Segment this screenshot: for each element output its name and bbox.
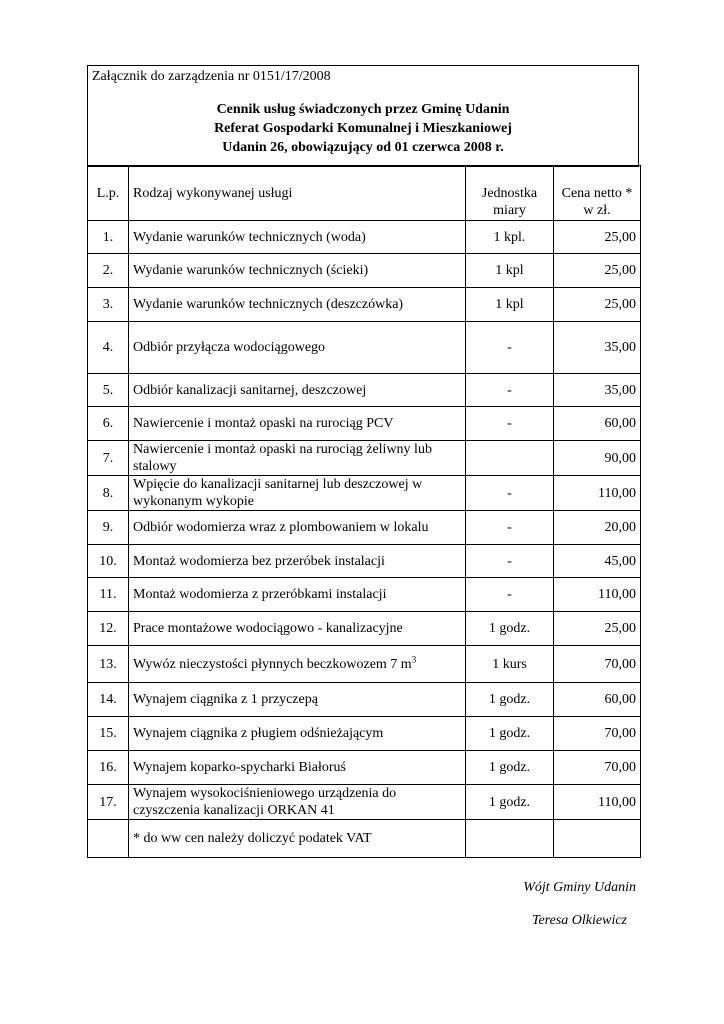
row-unit: 1 godz. [466,751,554,785]
table-row [88,254,641,288]
table-row [88,221,641,254]
column-header-lp: L.p. [88,166,129,221]
row-lp: 11. [88,578,129,612]
row-unit: 1 kpl [466,288,554,322]
document-title [88,100,638,157]
row-price: 35,00 [554,322,641,374]
superscript-cubic: 3 [411,653,417,664]
column-header-unit [466,166,554,221]
row-service: Wynajem koparko-spycharki Białoruś [129,751,466,785]
row-unit: - [466,511,554,545]
row-lp: 6. [88,407,129,441]
row-service [129,646,466,683]
unit-header-line-2: miary [493,203,526,218]
row-unit [466,441,554,476]
price-header-line-2: w zł. [583,203,611,218]
row-lp: 12. [88,612,129,646]
row-service: Wydanie warunków technicznych (deszczówka) [129,288,466,322]
table-row [88,717,641,751]
title-line-3: Udanin 26, obowiązujący od 01 czerwca 2008 r. [222,140,504,155]
price-table [87,165,641,858]
row-unit: - [466,476,554,511]
row-lp: 10. [88,545,129,578]
row-lp: 14. [88,683,129,717]
table-row [88,511,641,545]
row-service: Odbiór przyłącza wodociągowego [129,322,466,374]
row-unit: 1 godz. [466,717,554,751]
row-lp: 8. [88,476,129,511]
row-unit: - [466,374,554,407]
row-lp: 9. [88,511,129,545]
row-lp: 15. [88,717,129,751]
title-line-2: Referat Gospodarki Komunalnej i Mieszkaniowej [214,121,512,136]
row-price: 60,00 [554,683,641,717]
row-unit: - [466,545,554,578]
row-service: Wpięcie do kanalizacji sanitarnej lub deszczowej w wykonanym wykopie [129,476,466,511]
row-lp: 4. [88,322,129,374]
row-price: 25,00 [554,612,641,646]
row-price: 110,00 [554,785,641,820]
signature-title: Wójt Gminy Udanin [523,880,636,895]
row-service: Montaż wodomierza z przeróbkami instalacji [129,578,466,612]
row-lp: 5. [88,374,129,407]
unit-header-line-1: Jednostka [481,186,538,201]
footnote-lp-cell [88,820,129,858]
row-service: Nawiercenie i montaż opaski na rurociąg PCV [129,407,466,441]
table-row [88,578,641,612]
row-unit: - [466,322,554,374]
table-row [88,288,641,322]
table-row [88,545,641,578]
signature-name: Teresa Olkiewicz [531,913,627,928]
row-unit: 1 godz. [466,612,554,646]
row-price: 70,00 [554,751,641,785]
row-price: 70,00 [554,717,641,751]
row-lp: 13. [88,646,129,683]
title-line-1: Cennik usług świadczonych przez Gminę Udanin [216,102,510,117]
row-lp: 17. [88,785,129,820]
row-service: Prace montażowe wodociągowo - kanalizacyjne [129,612,466,646]
table-row [88,683,641,717]
footnote-row [88,820,641,858]
table-header-row [88,166,641,221]
row-price: 70,00 [554,646,641,683]
row-price: 25,00 [554,221,641,254]
row-lp: 2. [88,254,129,288]
table-row [88,322,641,374]
table-row [88,785,641,820]
row-unit: 1 kpl [466,254,554,288]
row-service: Wydanie warunków technicznych (woda) [129,221,466,254]
row-service: Wynajem ciągnika z 1 przyczepą [129,683,466,717]
row-unit: 1 kpl. [466,221,554,254]
table-row [88,441,641,476]
row-service: Montaż wodomierza bez przeróbek instalacji [129,545,466,578]
row-service: Wydanie warunków technicznych (ścieki) [129,254,466,288]
row-service: Odbiór kanalizacji sanitarnej, deszczowej [129,374,466,407]
vat-footnote: * do ww cen należy doliczyć podatek VAT [129,820,466,858]
column-header-price [554,166,641,221]
row-price: 20,00 [554,511,641,545]
table-row [88,374,641,407]
table-row [88,612,641,646]
row-lp: 3. [88,288,129,322]
table-row [88,646,641,683]
table-row [88,476,641,511]
row-price: 45,00 [554,545,641,578]
row-price: 25,00 [554,254,641,288]
row-price: 60,00 [554,407,641,441]
row-price: 25,00 [554,288,641,322]
row-service: Odbiór wodomierza wraz z plombowaniem w lokalu [129,511,466,545]
row-lp: 1. [88,221,129,254]
row-unit: 1 godz. [466,683,554,717]
footnote-unit-cell [466,820,554,858]
row-unit: - [466,407,554,441]
row-service: Nawiercenie i montaż opaski na rurociąg żeliwny lub stalowy [129,441,466,476]
row-price: 110,00 [554,476,641,511]
document-header [87,65,639,167]
row-lp: 7. [88,441,129,476]
column-header-service: Rodzaj wykonywanej usługi [129,166,466,221]
row-lp: 16. [88,751,129,785]
price-header-line-1: Cena netto * [561,186,633,201]
table-row [88,751,641,785]
row-unit: 1 kurs [466,646,554,683]
footnote-price-cell [554,820,641,858]
row-unit: 1 godz. [466,785,554,820]
row-service: Wynajem wysokociśnieniowego urządzenia do czyszczenia kanalizacji ORKAN 41 [129,785,466,820]
row-price: 35,00 [554,374,641,407]
annex-reference: Załącznik do zarządzenia nr 0151/17/2008 [92,69,331,84]
table-row [88,407,641,441]
row-price: 110,00 [554,578,641,612]
row-unit: - [466,578,554,612]
row-price: 90,00 [554,441,641,476]
row-service: Wynajem ciągnika z pługiem odśnieżającym [129,717,466,751]
row-service-text: Wywóz nieczystości płynnych beczkowozem 7 m [133,656,412,672]
